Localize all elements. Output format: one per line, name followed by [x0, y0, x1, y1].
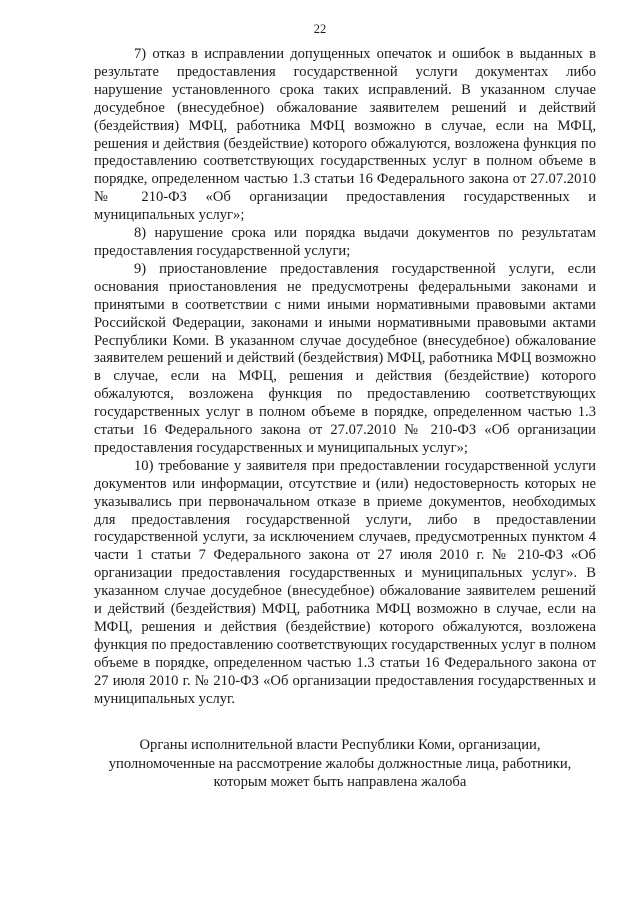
paragraph-item-7: 7) отказ в исправлении допущенных опечаток и ошибок в выданных в результате предоставления государственной услуги документах либо нарушение установленного срока таких исправлений. В указанном случае досудебное (внесудебное) обжалование заявителем решений и действий (бездействия) МФЦ, работника МФЦ возможно в случае, если на МФЦ, решения и действия (бездействие) которого обжалуются, возложена функция по предоставлению соответствующих государственных услуг в полном объеме в порядке, определенном частью 1.3 статьи 16 Федерального закона от 27.07.2010 № 210-ФЗ «Об организации предоставления государственных и муниципальных услуг»; [94, 46, 596, 224]
section-heading-line-2: уполномоченные на рассмотрение жалобы должностные лица, работники, [108, 755, 572, 772]
paragraph-item-9: 9) приостановление предоставления государственной услуги, если основания приостановления не предусмотрены федеральными законами и принятыми в соответствии с ними иными нормативными правовыми актами Российской Федерации, законами и иными нормативными правовыми актами Республики Коми. В указанном случае досудебное (внесудебное) обжалование заявителем решений и действий (бездействия) МФЦ, работника МФЦ возможно в случае, если на МФЦ, решения и действия (бездействие) которого обжалуются, возложена функция по предоставлению соответствующих государственных услуг в полном объеме в порядке, определенном частью 1.3 статьи 16 Федерального закона от 27.07.2010 № 210-ФЗ «Об организации предоставления государственных и муниципальных услуг»; [94, 260, 596, 456]
section-heading [80, 736, 600, 792]
page-number: 22 [313, 22, 327, 36]
paragraph-item-10: 10) требование у заявителя при предоставлении государственной услуги документов или информации, отсутствие и (или) недостоверность которых не указывались при первоначальном отказе в приеме документов, необходимых для предоставления государственной услуги, либо в предоставлении государственной услуги, за исключением случаев, предусмотренных пунктом 4 части 1 статьи 7 Федерального закона от 27 июля 2010 г. № 210-ФЗ «Об организации предоставления государственных и муниципальных услуг». В указанном случае досудебное (внесудебное) обжалование заявителем решений и действий (бездействия) МФЦ, работника МФЦ возможно в случае, если на МФЦ, решения и действия (бездействие) которого обжалуются, возложена функция по предоставлению соответствующих государственных услуг в полном объеме в порядке, определенном частью 1.3 статьи 16 Федерального закона от 27 июля 2010 г. № 210-ФЗ «Об организации предоставления государственных и [94, 457, 596, 689]
section-heading-line-3: которым может быть направлена жалоба [213, 774, 467, 790]
section-heading-line-1: Органы исполнительной власти Республики Коми, организации, [139, 737, 541, 753]
paragraph-item-8: 8) нарушение срока или порядка выдачи документов по результатам предоставления государственной услуги; [94, 225, 596, 259]
paragraph-item-10-end: муниципальных услуг. [94, 690, 236, 707]
document-body [94, 46, 596, 709]
